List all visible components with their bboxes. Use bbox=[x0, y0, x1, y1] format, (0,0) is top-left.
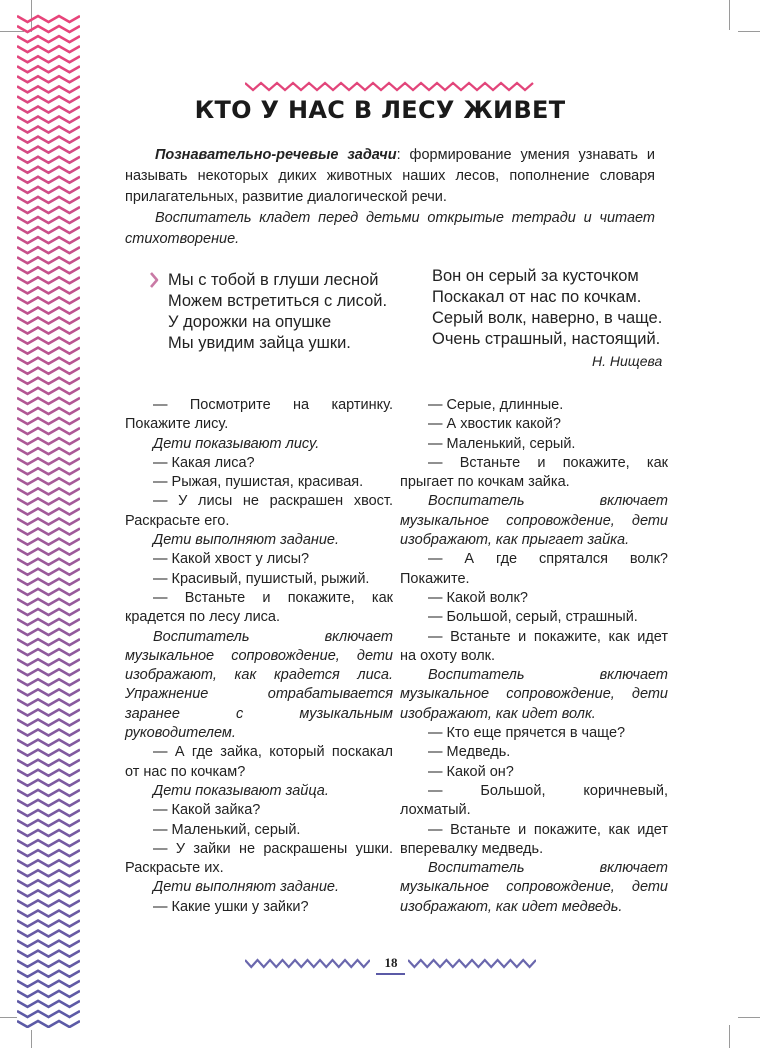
tasks-paragraph bbox=[125, 145, 655, 208]
chevron-stripe-decoration bbox=[17, 12, 80, 1028]
dialogue-line: — Серые, длинные. bbox=[428, 397, 564, 413]
stage-direction: Воспитатель включает музыкальное сопровождение, дети изображают, как идет медведь. bbox=[400, 860, 668, 915]
poem-author: Н. Нищева bbox=[592, 353, 663, 369]
crop-mark bbox=[31, 1030, 32, 1048]
dialogue-line: — У лисы не раскрашен хвост. Раскрасьте его. bbox=[125, 493, 393, 529]
dialogue-line: — У зайки не раскрашены ушки. Раскрасьте их. bbox=[125, 840, 393, 877]
dialogue-line: — Медведь. bbox=[428, 744, 511, 761]
dialogue-line: — Встаньте и покажите, как крадется по лесу лиса. bbox=[125, 589, 393, 626]
dialogue-line: — Большой, коричневый, лохматый. bbox=[400, 782, 668, 819]
dialogue-line: — Какой волк? bbox=[428, 589, 528, 606]
page-title: КТО У НАС В ЛЕСУ ЖИВЕТ bbox=[194, 96, 566, 124]
page-number-underline bbox=[376, 973, 405, 975]
tasks-text: : формирование умения узнавать и называть некоторых диких животных наших лесов, пополнение словаря прилагательных, развитие диалогической речи. bbox=[125, 147, 655, 205]
poem-line: У дорожки на опушке bbox=[168, 313, 332, 331]
stage-direction: Воспитатель включает музыкальное сопровождение, дети изображают, как идет волк. bbox=[400, 667, 668, 722]
stage-direction: Дети показывают зайца. bbox=[153, 782, 329, 799]
dialogue-line: — Какие ушки у зайки? bbox=[153, 898, 309, 915]
tasks-label: Познавательно-речевые задачи bbox=[155, 147, 397, 163]
dialogue-line: — А хвостик какой? bbox=[428, 416, 561, 433]
footer-zigzag-left bbox=[245, 957, 370, 971]
dialogue-line: — Посмотрите на картинку. Покажите лису. bbox=[125, 397, 393, 433]
dialogue-line: — Встаньте и покажите, как идет вперевалку медведь. bbox=[400, 821, 668, 857]
dialogue-line: — А где зайка, который поскакал от нас по кочкам? bbox=[125, 744, 393, 780]
crop-mark bbox=[738, 31, 760, 32]
dialogue-line: — Рыжая, пушистая, красивая. bbox=[153, 474, 364, 491]
title-zigzag-decoration bbox=[245, 80, 535, 94]
dialogue-line: — Большой, серый, страшный. bbox=[428, 609, 638, 626]
dialogue-line: — А где спрятался волк? Покажите. bbox=[400, 551, 668, 587]
poem-line: Очень страшный, настоящий. bbox=[432, 330, 661, 348]
poem-line: Поскакал от нас по кочкам. bbox=[432, 288, 642, 306]
poem-stanza-left bbox=[168, 270, 387, 354]
stage-direction: Воспитатель включает музыкальное сопровождение, дети изображают, как крадется лиса. Упражнение отрабатывается заранее с музыкальным руководителем. bbox=[125, 628, 393, 742]
poem-line: Мы с тобой в глуши лесной bbox=[168, 271, 379, 289]
dialogue-line: — Какой хвост у лисы? bbox=[153, 551, 310, 568]
chevron-right-icon bbox=[148, 271, 160, 289]
dialogue-line: — Встаньте и покажите, как прыгает по кочкам зайка. bbox=[400, 454, 668, 491]
stage-direction: Дети выполняют задание. bbox=[153, 879, 340, 896]
crop-mark bbox=[0, 1017, 17, 1018]
poem-line: Мы увидим зайца ушки. bbox=[168, 334, 351, 352]
stage-direction: Воспитатель включает музыкальное сопровождение, дети изображают, как прыгает зайка. bbox=[400, 493, 668, 549]
stage-direction: Дети выполняют задание. bbox=[153, 532, 340, 549]
intro-section bbox=[125, 145, 655, 250]
instruction-paragraph: Воспитатель кладет перед детьми открытые тетради и читает стихотворение. bbox=[125, 210, 655, 247]
poem-line: Вон он серый за кусточком bbox=[432, 267, 639, 285]
crop-mark bbox=[738, 1017, 760, 1018]
dialogue-line: — Какая лиса? bbox=[153, 454, 255, 471]
dialogue-line: — Маленький, серый. bbox=[153, 821, 301, 838]
stage-direction: Дети показывают лису. bbox=[153, 435, 320, 452]
dialogue-line: — Какой он? bbox=[428, 763, 514, 780]
dialogue-line: — Красивый, пушистый, рыжий. bbox=[153, 570, 370, 587]
dialogue-line: — Маленький, серый. bbox=[428, 435, 576, 452]
footer-zigzag-right bbox=[408, 957, 536, 971]
dialogue-column-left bbox=[125, 396, 393, 917]
poem-stanza-right bbox=[432, 266, 662, 372]
crop-mark bbox=[729, 0, 730, 30]
dialogue-line: — Какой зайка? bbox=[153, 802, 261, 819]
dialogue-column-right bbox=[400, 396, 668, 917]
poem-line: Серый волк, наверно, в чаще. bbox=[432, 309, 663, 327]
page-number: 18 bbox=[384, 955, 398, 970]
dialogue-line: — Встаньте и покажите, как идет на охоту волк. bbox=[400, 628, 668, 664]
poem-line: Можем встретиться с лисой. bbox=[168, 292, 388, 310]
crop-mark bbox=[729, 1025, 730, 1048]
dialogue-line: — Кто еще прячется в чаще? bbox=[428, 725, 626, 742]
